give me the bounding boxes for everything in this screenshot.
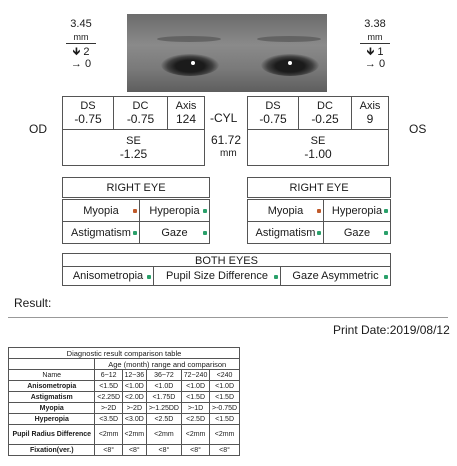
- table-row: Anisometropia <1.5D <1.0D <1.0D <1.0D <1.0D: [9, 381, 240, 392]
- arrow-down-icon: 🡻: [366, 46, 375, 58]
- astigmatism-indicator: [317, 231, 321, 235]
- pupil-distance-value: 61.72: [211, 133, 242, 147]
- right-astigmatism-button[interactable]: Astigmatism: [247, 221, 324, 244]
- table-row: Pupil Radius Difference <2mm <2mm <2mm <2mm <2mm: [9, 425, 240, 445]
- astigmatism-indicator: [133, 231, 137, 235]
- od-ds-cell: DS -0.75: [62, 96, 114, 130]
- eye-photo: [127, 14, 327, 92]
- od-se-cell: SE -1.25: [62, 129, 205, 166]
- right-group-title: RIGHT EYE: [247, 177, 391, 198]
- os-axis-cell: Axis 9: [351, 96, 389, 130]
- gaze-asymmetric-indicator: [384, 275, 388, 279]
- os-pupil-horizontal: → 0: [364, 58, 386, 70]
- brow-left: [157, 36, 221, 42]
- table-row: Astigmatism <2.25D <2.0D <1.75D <1.5D <1.5D: [9, 392, 240, 403]
- os-pupil-vertical: 🡻 1: [366, 46, 384, 58]
- od-pupil-readout: [58, 18, 104, 70]
- left-astigmatism-button[interactable]: Astigmatism: [62, 221, 140, 244]
- gaze-indicator: [203, 231, 207, 235]
- right-myopia-button[interactable]: Myopia: [247, 199, 324, 222]
- os-dc-cell: DC -0.25: [298, 96, 352, 130]
- divider: [8, 317, 448, 318]
- arrow-right-icon: →: [364, 58, 376, 70]
- left-myopia-button[interactable]: Myopia: [62, 199, 140, 222]
- left-hyperopia-button[interactable]: Hyperopia: [139, 199, 210, 222]
- od-pupil-value: 3.45: [70, 18, 92, 30]
- table-subtitle: Age (month) range and comparison: [95, 359, 240, 370]
- od-label: OD: [29, 122, 47, 136]
- os-ds-cell: DS -0.75: [247, 96, 299, 130]
- os-pupil-readout: [352, 18, 398, 70]
- table-title: Diagnostic result comparison table: [9, 348, 240, 359]
- eye-left: [161, 54, 219, 76]
- cyl-label: -CYL: [210, 111, 238, 125]
- table-row: Myopia >-2D >-2D >-1.25DD >-1D >-0.75D: [9, 403, 240, 414]
- print-date: Print Date:2019/08/12: [333, 323, 450, 337]
- od-dc-cell: DC -0.75: [113, 96, 168, 130]
- hyperopia-indicator: [384, 209, 388, 213]
- os-se-cell: SE -1.00: [247, 129, 389, 166]
- pupil-size-indicator: [274, 275, 278, 279]
- right-hyperopia-button[interactable]: Hyperopia: [323, 199, 391, 222]
- myopia-flag-indicator: [317, 209, 321, 213]
- od-pupil-horizontal: → 0: [70, 58, 92, 70]
- os-pupil-unit: mm: [360, 31, 390, 44]
- table-row: Hyperopia <3.5D <3.0D <2.5D <2.5D <1.5D: [9, 414, 240, 425]
- od-axis-cell: Axis 124: [167, 96, 205, 130]
- anisometropia-indicator: [147, 275, 151, 279]
- pupil-distance-unit: mm: [220, 148, 237, 159]
- arrow-down-icon: 🡻: [72, 46, 81, 58]
- left-gaze-button[interactable]: Gaze: [139, 221, 210, 244]
- result-label: Result:: [14, 296, 52, 310]
- diagnostic-table: [8, 347, 240, 456]
- gaze-asymmetric-button[interactable]: Gaze Asymmetric: [280, 266, 391, 286]
- hyperopia-indicator: [203, 209, 207, 213]
- both-eyes-title: BOTH EYES: [62, 253, 391, 267]
- anisometropia-button[interactable]: Anisometropia: [62, 266, 154, 286]
- right-gaze-button[interactable]: Gaze: [323, 221, 391, 244]
- pupil-size-difference-button[interactable]: Pupil Size Difference: [153, 266, 281, 286]
- table-corner: [9, 359, 95, 370]
- myopia-flag-indicator: [133, 209, 137, 213]
- od-pupil-unit: mm: [66, 31, 96, 44]
- gaze-indicator: [384, 231, 388, 235]
- os-pupil-value: 3.38: [364, 18, 386, 30]
- os-label: OS: [409, 122, 427, 136]
- eye-right: [261, 54, 319, 76]
- brow-right: [257, 36, 321, 42]
- left-group-title: RIGHT EYE: [62, 177, 210, 198]
- table-header-row: Name 6~12 12~36 36~72 72~240 <240: [9, 370, 240, 381]
- od-pupil-vertical: 🡻 2: [72, 46, 90, 58]
- arrow-right-icon: →: [70, 58, 82, 70]
- table-row: Fixation(ver.) <8° <8° <8° <8° <8°: [9, 445, 240, 456]
